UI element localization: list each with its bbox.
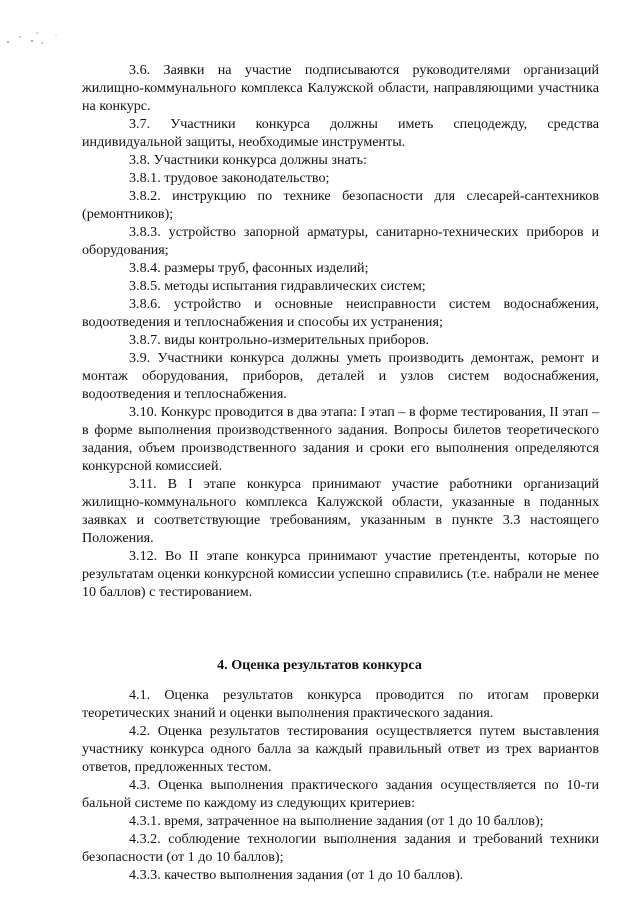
text-line: 3.7. Участники конкурса должны иметь спецодежду, средства [129, 116, 599, 132]
text-line: водоотведения и теплоснабжения. [82, 386, 287, 402]
text-line: 4.3.3. качество выполнения задания (от 1 до 10 баллов). [129, 867, 464, 883]
text-line: индивидуальной защиты, необходимые инструменты. [82, 134, 406, 150]
text-line: ответов, предложенных тестом. [82, 759, 272, 775]
text-line: (ремонтников); [82, 206, 174, 222]
text-line: 3.10. Конкурс проводится в два этапа: I этап – в форме тестирования, II этап – [129, 404, 599, 420]
text-line: 4.3.1. время, затраченное на выполнение задания (от 1 до 10 баллов); [129, 813, 544, 829]
text-line: 3.8.5. методы испытания гидравлических систем; [129, 278, 426, 294]
text-line: монтаж оборудования, приборов, деталей и узлов систем водоснабжения, [82, 368, 599, 384]
text-line: 3.8.6. устройство и основные неисправности систем водоснабжения, [129, 296, 599, 312]
text-line: в форме выполнения производственного задания. Вопросы билетов теоретического [82, 422, 599, 438]
text-line: 3.8. Участники конкурса должны знать: [129, 152, 367, 168]
scan-specks [4, 28, 74, 48]
text-line: жилищно-коммунального комплекса Калужской области, направляющими участника [82, 80, 599, 96]
text-line: 3.12. Во II этапе конкурса принимают участие претенденты, которые по [129, 548, 599, 564]
text-line: 4.1. Оценка результатов конкурса проводится по итогам проверки [129, 687, 599, 703]
text-line: 3.6. Заявки на участие подписываются руководителями организаций [129, 62, 599, 78]
text-line: результатам оценки конкурсной комиссии успешно справились (т.е. набрали не менее [82, 566, 599, 582]
text-line: 3.8.2. инструкцию по технике безопасности для слесарей-сантехников [129, 188, 599, 204]
text-line: 3.8.3. устройство запорной арматуры, санитарно-технических приборов и [129, 224, 599, 240]
text-line: теоретических знаний и оценки выполнения практического задания. [82, 705, 494, 721]
text-line: участнику конкурса одного балла за каждый правильный ответ из трех вариантов [82, 741, 599, 757]
text-line: заявках и соответствующие требованиям, указанным в пункте 3.3 настоящего [82, 512, 599, 528]
text-line: бальной системе по каждому из следующих критериев: [82, 795, 415, 811]
text-line: 4.3. Оценка выполнения практического задания осуществляется по 10-ти [129, 777, 599, 793]
text-line: на конкурс. [82, 98, 151, 114]
text-line: 3.11. В I этапе конкурса принимают участие работники организаций [129, 476, 599, 492]
section-heading: 4. Оценка результатов конкурса [217, 657, 422, 673]
text-line: оборудования; [82, 242, 169, 258]
text-line: Положения. [82, 530, 154, 546]
text-line: 4.3.2. соблюдение технологии выполнения задания и требований техники [129, 831, 599, 847]
text-line: жилищно-коммунального комплекса Калужской области, указанные в поданных [82, 494, 599, 510]
text-line: 4.2. Оценка результатов тестирования осуществляется путем выставления [129, 723, 599, 739]
text-line: безопасности (от 1 до 10 баллов); [82, 849, 284, 865]
text-line: 3.8.7. виды контрольно-измерительных приборов. [129, 332, 430, 348]
text-line: водоотведения и теплоснабжения и способы их устранения; [82, 314, 443, 330]
text-line: конкурсной комиссией. [82, 458, 223, 474]
text-line: 10 баллов) с тестированием. [82, 584, 253, 600]
text-line: 3.8.1. трудовое законодательство; [129, 170, 330, 186]
text-line: 3.9. Участники конкурса должны уметь производить демонтаж, ремонт и [129, 350, 599, 366]
text-line: 3.8.4. размеры труб, фасонных изделий; [129, 260, 369, 276]
text-line: задания, объем производственного задания и сроки его выполнения определяются [82, 440, 599, 456]
